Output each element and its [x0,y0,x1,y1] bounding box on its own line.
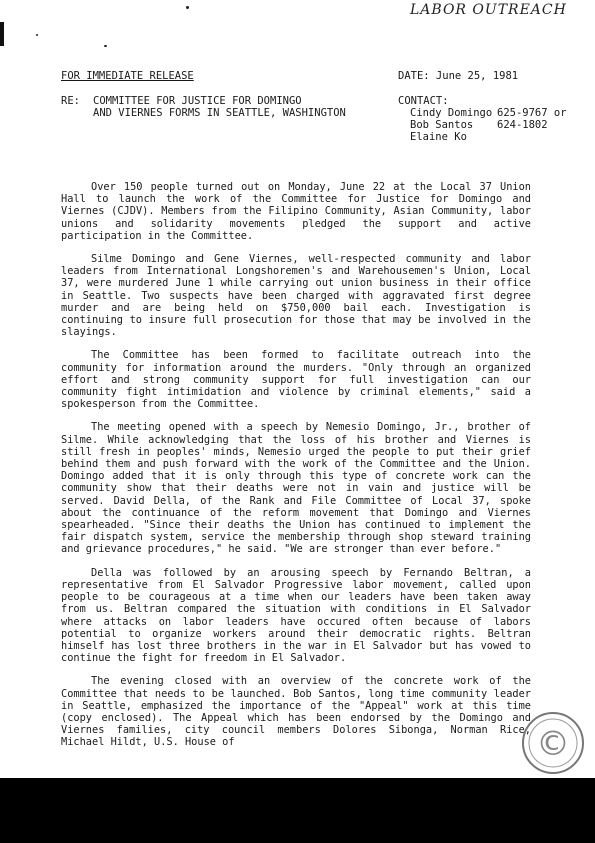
contact-phone: 624-1802 [497,119,548,131]
paragraph: The Committee has been formed to facilitate outreach into the community for information around the murders. "Only through an organized effort and strong community support for full investigation can our community fight intimidation and violence by criminal elements," said a spokesperson from the Committee. [61,349,531,411]
paragraph: Over 150 people turned out on Monday, June 22 at the Local 37 Union Hall to launch the work of the Committee for Justice for Domingo and Viernes (CJDV). Members from the Filipino Community, Asian Community, labor unions and solidarity movements pledged the support and active participation in the Committee. [61,181,531,242]
release-date: DATE: June 25, 1981 [398,70,519,82]
contact-name: Bob Santos [410,119,474,131]
contact-name: Cindy Domingo [410,107,493,119]
paragraph: The evening closed with an overview of the concrete work of the Committee that needs to be launched. Bob Santos, long time community leader in Seattle, emphasized the importance of the "Appeal" work at this time (copy enclosed). The Appeal which has been endorsed by the Domingo and Viernes families, city council members Dolores Sibonga, Norman Rice, Michael Hildt, U.S. House of [61,675,531,749]
contact-phone: 625-9767 or [497,107,567,119]
scan-speck [186,6,189,9]
scan-bottom-bar [0,778,595,843]
re-label: RE: [61,95,80,107]
handwritten-note: LABOR OUTREACH [410,2,567,18]
paragraph: Della was followed by an arousing speech by Fernando Beltran, a representative from El Salvador Progressive labor movement, called upon people to be courageous at a time when our leaders have been taken away from us. Beltran compared the situation with conditions in El Salvador where attacks on labor leaders have occured often because of labors potential to organize workers around their democratic rights. Beltran himself has lost three brothers in the war in El Salvador but has vowed to continue the fight for freedom in El Salvador. [61,566,531,665]
scan-edge-mark [0,22,4,46]
re-line-2: AND VIERNES FORMS IN SEATTLE, WASHINGTON [93,107,346,119]
body-text [61,181,531,760]
scan-speck [104,45,107,47]
paragraph: The meeting opened with a speech by Nemesio Domingo, Jr., brother of Silme. While acknowledging that the loss of his brother and Viernes is still fresh in peoples' minds, Nemesio urged the people to put their grief behind them and push forward with the work of the Committee and the Union. Domingo added that it is only through this type of concrete work can the community show that their deaths were not in vain and justice will be served. David Della, of the Rank and File Committee of Local 37, spoke about the continuance of the reform movement that Domingo and Viernes spearheaded. "Since their deaths the Union has continued to implement the fair dispatch system, service the membership through shop steward training and grievance procedures," he said. "We are stronger than ever before." [61,421,531,556]
scan-speck [36,34,38,36]
re-line-1: COMMITTEE FOR JUSTICE FOR DOMINGO [93,95,302,107]
contact-name: Elaine Ko [410,131,467,143]
paragraph: Silme Domingo and Gene Viernes, well-respected community and labor leaders from International Longshoremen's and Warehousemen's Union, Local 37, were murdered June 1 while carrying out union business in their office in Seattle. Two suspects have been charged with aggravated first degree murder and are being held on $750,000 bail each. Investigation is continuing to insure full prosecution for those that may be involved in the slayings. [61,253,531,339]
copyright-stamp-icon [520,710,586,776]
contact-label: CONTACT: [398,95,449,107]
copyright-symbol: © [536,724,570,764]
release-heading: FOR IMMEDIATE RELEASE [61,70,194,82]
